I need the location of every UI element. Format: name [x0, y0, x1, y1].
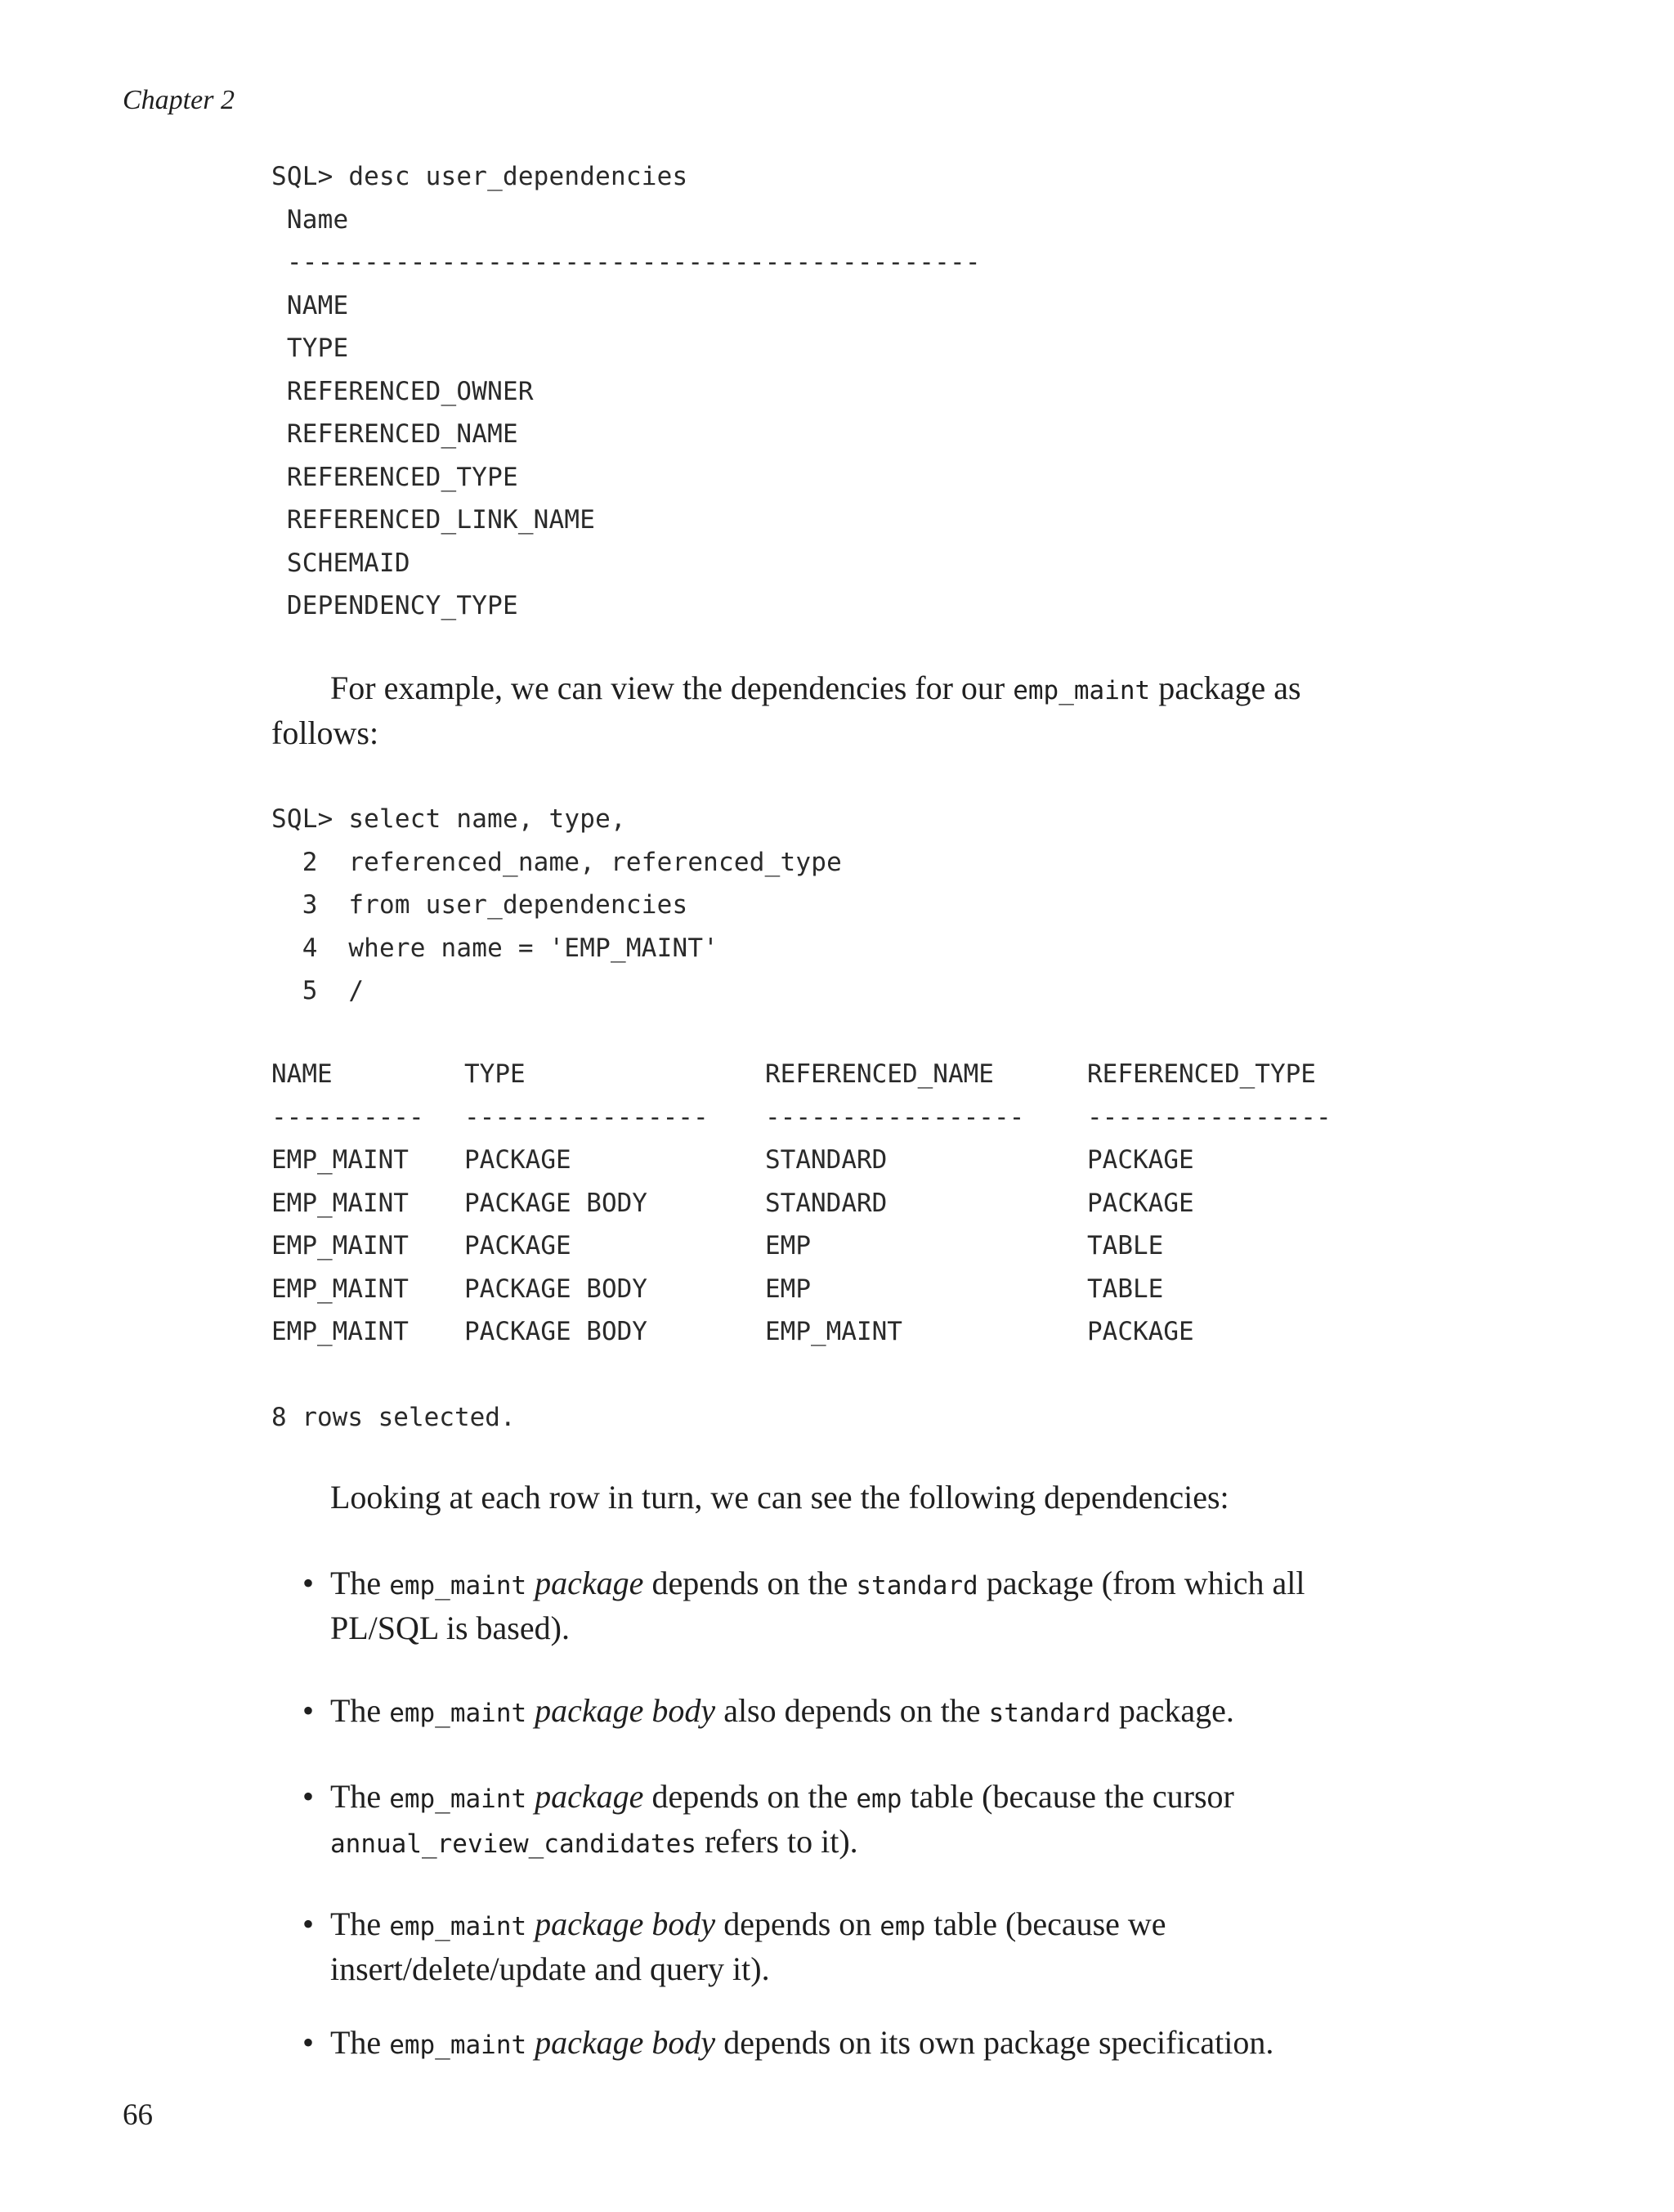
separator: ---------- [271, 1102, 424, 1132]
code-line: SQL> desc user_dependencies [271, 162, 688, 191]
table-cell: EMP_MAINT [271, 1188, 409, 1218]
inline-code: annual_review_candidates [330, 1829, 696, 1859]
bullet-icon: • [302, 1565, 315, 1601]
bullet-icon: • [302, 1692, 315, 1729]
code-line: TYPE [271, 334, 349, 363]
column-header: REFERENCED_NAME [765, 1059, 994, 1089]
bullet-icon: • [302, 1778, 315, 1815]
table-cell: PACKAGE [464, 1145, 571, 1175]
code-block-select [271, 798, 842, 1013]
separator: ----------------- [765, 1102, 1025, 1132]
table-cell: EMP_MAINT [271, 1145, 409, 1175]
rows-selected-text: 8 rows selected. [271, 1403, 516, 1432]
list-item: • The emp_maint package body also depends on the standard package. [330, 1690, 1417, 1735]
table-cell: PACKAGE BODY [464, 1274, 647, 1304]
code-line: REFERENCED_OWNER [271, 376, 534, 406]
table-cell: PACKAGE [1087, 1145, 1194, 1175]
code-line: NAME [271, 290, 349, 320]
table-cell: PACKAGE BODY [464, 1317, 647, 1346]
table-cell: PACKAGE BODY [464, 1188, 647, 1218]
bullet-icon: • [302, 2024, 315, 2061]
code-line: 5 / [271, 976, 365, 1005]
column-header: NAME [271, 1059, 333, 1089]
column-header: REFERENCED_TYPE [1087, 1059, 1316, 1089]
code-line: REFERENCED_TYPE [271, 462, 518, 492]
code-line: REFERENCED_NAME [271, 419, 518, 449]
table-cell: PACKAGE [1087, 1317, 1194, 1346]
table-cell: TABLE [1087, 1231, 1164, 1260]
code-line: SCHEMAID [271, 548, 410, 578]
list-item: • The emp_maint package depends on the standard package (from which all PL/SQL is based). [330, 1562, 1417, 1650]
page-number: 66 [123, 2098, 153, 2132]
table-cell: EMP_MAINT [271, 1274, 409, 1304]
table-cell: PACKAGE [464, 1231, 571, 1260]
inline-code: emp_maint [389, 1571, 527, 1601]
table-cell: TABLE [1087, 1274, 1164, 1304]
table-cell: STANDARD [765, 1188, 888, 1218]
inline-code: emp_maint [389, 1699, 527, 1728]
inline-code: emp_maint [389, 1784, 527, 1814]
table-cell: STANDARD [765, 1145, 888, 1175]
code-line: SQL> select name, type, [271, 804, 626, 834]
table-cell: EMP [765, 1231, 811, 1260]
chapter-header: Chapter 2 [123, 85, 235, 115]
table-cell: PACKAGE [1087, 1188, 1194, 1218]
separator: ---------------- [464, 1102, 709, 1132]
code-line: 3 from user_dependencies [271, 890, 688, 920]
list-item: • The emp_maint package depends on the emp table (because the cursor annual_review_candidates refers to it). [330, 1775, 1417, 1865]
code-line: Name [271, 204, 349, 235]
table-cell: EMP_MAINT [765, 1317, 902, 1346]
code-line: 4 where name = 'EMP_MAINT' [271, 933, 719, 963]
table-cell: EMP_MAINT [271, 1317, 409, 1346]
inline-code: standard [988, 1699, 1111, 1728]
inline-code: emp [880, 1912, 926, 1941]
inline-code: emp_maint [389, 1912, 527, 1941]
paragraph-looking: Looking at each row in turn, we can see the following dependencies: [330, 1479, 1229, 1516]
code-line: DEPENDENCY_TYPE [271, 591, 518, 620]
inline-code: emp_maint [1013, 676, 1151, 705]
table-cell: EMP_MAINT [271, 1231, 409, 1260]
code-line: --------------------------------------------- [271, 248, 981, 277]
list-item: • The emp_maint package body depends on its own package specification. [330, 2022, 1417, 2066]
separator: ---------------- [1087, 1102, 1332, 1132]
table-cell: EMP [765, 1274, 811, 1304]
inline-code: standard [856, 1571, 978, 1601]
column-header: TYPE [464, 1059, 526, 1089]
inline-code: emp_maint [389, 2031, 527, 2060]
code-line: 2 referenced_name, referenced_type [271, 847, 842, 877]
bullet-icon: • [302, 1905, 315, 1942]
inline-code: emp [856, 1784, 902, 1814]
code-line: REFERENCED_LINK_NAME [271, 505, 596, 535]
code-block-desc [271, 155, 981, 628]
paragraph-example: For example, we can view the dependencies for our emp_maint package as follows: [271, 669, 1301, 751]
list-item: • The emp_maint package body depends on emp table (because we insert/delete/update and query it). [330, 1903, 1417, 1990]
